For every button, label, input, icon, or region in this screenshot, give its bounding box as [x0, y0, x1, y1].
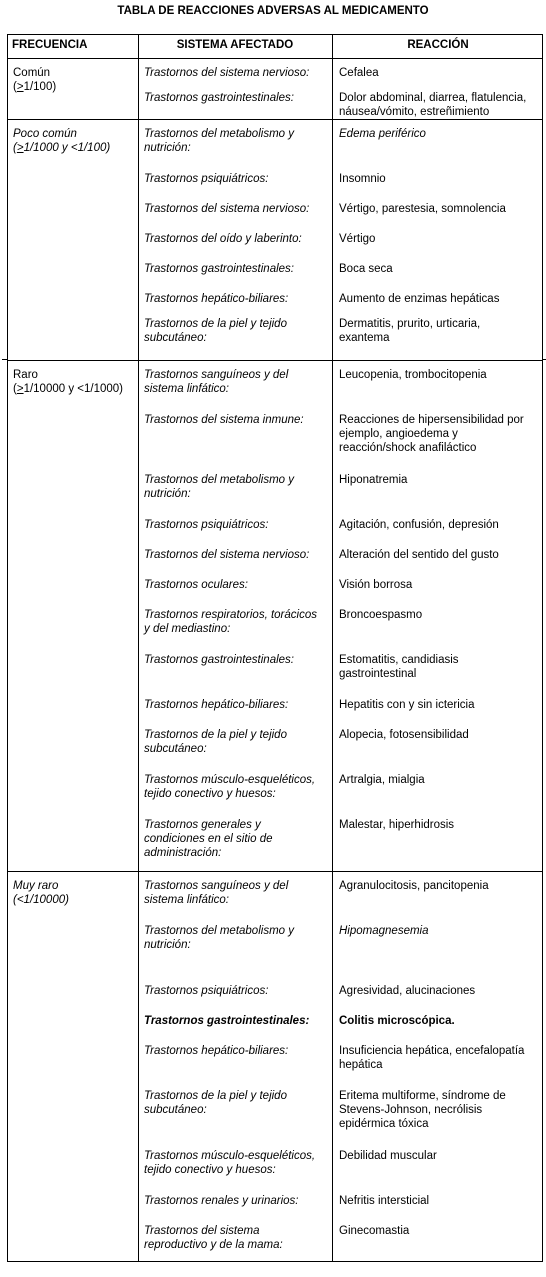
frequency-range — [13, 141, 110, 155]
system-cell: Trastornos del metabolismo y nutrición: — [144, 925, 294, 951]
reaction-cell: Agitación, confusión, depresión — [339, 519, 499, 531]
reaction-cell: Hipomagnesemia — [339, 925, 429, 937]
range-prefix: ( — [13, 142, 17, 154]
reaction-cell: Dermatitis, prurito, urticaria, exantema — [339, 318, 481, 344]
column-divider — [138, 35, 139, 1261]
reaction-cell: Debilidad muscular — [339, 1150, 437, 1162]
frequency-name: Raro — [13, 369, 38, 381]
reaction-cell: Malestar, hiperhidrosis — [339, 819, 455, 831]
reaction-cell: Eritema multiforme, síndrome de Stevens-Johnson, necrólisis epidérmica tóxica — [339, 1090, 506, 1130]
range-value: 1/1000 y <1/100) — [23, 142, 111, 154]
reaction-cell: Insuficiencia hepática, encefalopatía hepática — [339, 1045, 525, 1071]
system-cell: Trastornos hepático-biliares: — [144, 699, 289, 711]
reaction-cell: Hiponatremia — [339, 474, 408, 486]
frequency-name: Poco común — [13, 128, 77, 140]
system-cell: Trastornos del oído y laberinto: — [144, 233, 302, 245]
system-cell: Trastornos oculares: — [144, 579, 248, 591]
system-cell: Trastornos gastrointestinales: — [144, 1015, 310, 1027]
range-symbol: > — [16, 81, 24, 93]
system-cell: Trastornos gastrointestinales: — [144, 654, 294, 666]
range-prefix: ( — [13, 383, 17, 395]
reaction-cell: Agresividad, alucinaciones — [339, 985, 476, 997]
row-divider — [8, 360, 542, 361]
range-prefix: ( — [13, 81, 17, 93]
frequency-name: Común — [13, 67, 51, 79]
reaction-cell: Broncoespasmo — [339, 609, 423, 621]
header-sistema: SISTEMA AFECTADO — [176, 39, 294, 51]
frequency-cell — [13, 368, 123, 396]
system-cell: Trastornos del sistema inmune: — [144, 414, 304, 426]
system-cell: Trastornos del metabolismo y nutrición: — [144, 474, 294, 500]
system-cell: Trastornos del sistema nervioso: — [144, 67, 310, 79]
column-divider — [332, 35, 333, 1261]
system-cell: Trastornos gastrointestinales: — [144, 92, 294, 104]
system-cell: Trastornos psiquiátricos: — [144, 985, 269, 997]
reaction-cell: Agranulocitosis, pancitopenia — [339, 880, 489, 892]
frequency-cell — [13, 879, 69, 907]
system-cell: Trastornos sanguíneos y del sistema linfático: — [144, 369, 289, 395]
margin-tick — [2, 359, 7, 360]
reaction-cell: Leucopenia, trombocitopenia — [339, 369, 487, 381]
system-cell: Trastornos de la piel y tejido subcutáneo: — [144, 1090, 287, 1116]
range-value: (<1/10000) — [13, 894, 69, 906]
reaction-cell: Visión borrosa — [339, 579, 413, 591]
row-divider — [8, 58, 542, 59]
range-symbol: > — [16, 142, 24, 154]
range-symbol: > — [16, 383, 24, 395]
reaction-cell: Aumento de enzimas hepáticas — [339, 293, 500, 305]
reaction-cell: Reacciones de hipersensibilidad por ejemplo, angioedema y reacción/shock anafiláctico — [339, 414, 524, 454]
row-divider — [8, 871, 542, 872]
page-title: TABLA DE REACCIONES ADVERSAS AL MEDICAMENTO — [117, 5, 429, 17]
reaction-cell: Estomatitis, candidiasis gastrointestinal — [339, 654, 459, 680]
system-cell: Trastornos del sistema reproductivo y de la mama: — [144, 1225, 283, 1251]
frequency-range — [13, 382, 123, 396]
system-cell: Trastornos del sistema nervioso: — [144, 203, 310, 215]
reaction-cell: Insomnio — [339, 173, 386, 185]
system-cell: Trastornos sanguíneos y del sistema linfático: — [144, 880, 289, 906]
system-cell: Trastornos hepático-biliares: — [144, 1045, 289, 1057]
system-cell: Trastornos renales y urinarios: — [144, 1195, 299, 1207]
range-value: 1/10000 y <1/1000) — [23, 383, 123, 395]
system-cell: Trastornos generales y condiciones en el sitio de administración: — [144, 819, 273, 859]
system-cell: Trastornos psiquiátricos: — [144, 519, 269, 531]
reaction-cell: Boca seca — [339, 263, 393, 275]
frequency-name: Muy raro — [13, 880, 59, 892]
system-cell: Trastornos gastrointestinales: — [144, 263, 294, 275]
system-cell: Trastornos músculo-esqueléticos, tejido conectivo y huesos: — [144, 1150, 316, 1176]
system-cell: Trastornos del sistema nervioso: — [144, 549, 310, 561]
system-cell: Trastornos del metabolismo y nutrición: — [144, 128, 294, 154]
reaction-cell: Hepatitis con y sin ictericia — [339, 699, 475, 711]
frequency-range — [13, 80, 56, 94]
reaction-cell: Vértigo — [339, 233, 376, 245]
reaction-cell: Edema periférico — [339, 128, 426, 140]
range-value: 1/100) — [23, 81, 57, 93]
frequency-range — [13, 893, 69, 907]
system-cell: Trastornos músculo-esqueléticos, tejido conectivo y huesos: — [144, 774, 316, 800]
frequency-cell — [13, 66, 56, 94]
reaction-cell: Nefritis intersticial — [339, 1195, 430, 1207]
reaction-cell: Ginecomastia — [339, 1225, 410, 1237]
frequency-cell — [13, 127, 110, 155]
adverse-reactions-table — [7, 34, 543, 1262]
reaction-cell: Alopecia, fotosensibilidad — [339, 729, 469, 741]
system-cell: Trastornos de la piel y tejido subcutáneo: — [144, 318, 287, 344]
reaction-cell: Colitis microscópica. — [339, 1015, 455, 1027]
header-frecuencia: FRECUENCIA — [12, 39, 88, 51]
system-cell: Trastornos de la piel y tejido subcutáneo: — [144, 729, 287, 755]
reaction-cell: Alteración del sentido del gusto — [339, 549, 499, 561]
header-reaccion: REACCIÓN — [407, 39, 469, 51]
reaction-cell: Vértigo, parestesia, somnolencia — [339, 203, 506, 215]
system-cell: Trastornos respiratorios, torácicos y del mediastino: — [144, 609, 317, 635]
system-cell: Trastornos hepático-biliares: — [144, 293, 289, 305]
reaction-cell: Artralgia, mialgia — [339, 774, 425, 786]
reaction-cell: Dolor abdominal, diarrea, flatulencia, náusea/vómito, estreñimiento — [339, 92, 527, 118]
row-divider — [8, 119, 542, 120]
reaction-cell: Cefalea — [339, 67, 379, 79]
system-cell: Trastornos psiquiátricos: — [144, 173, 269, 185]
